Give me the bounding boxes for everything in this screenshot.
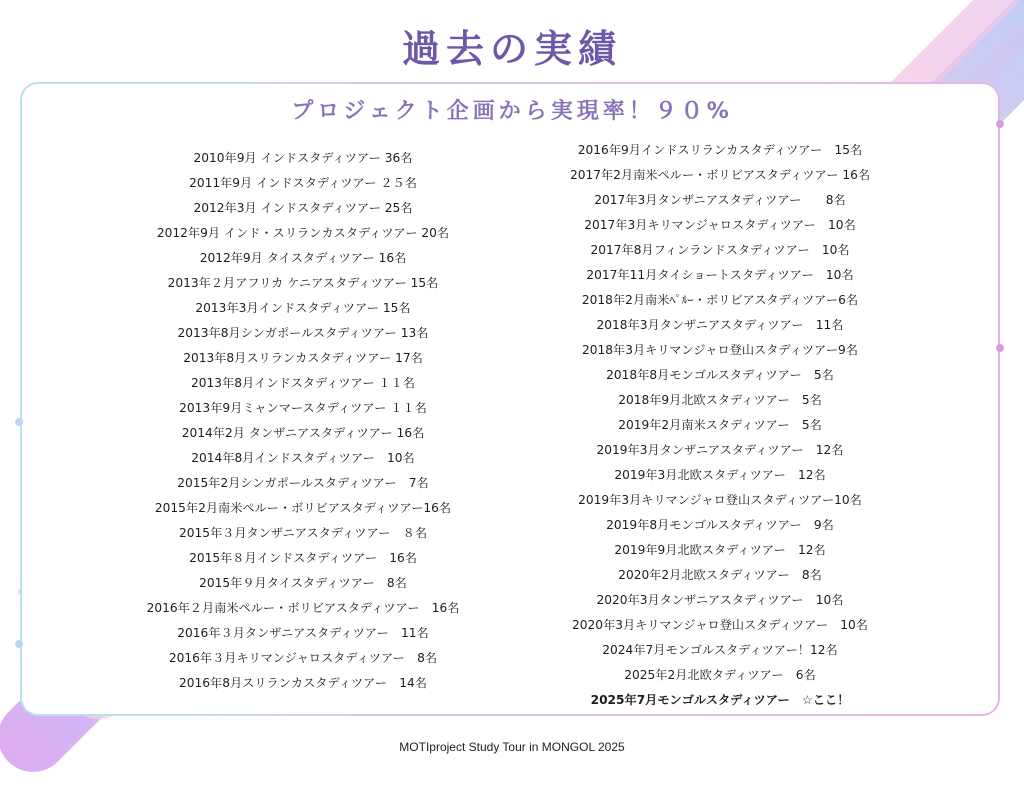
tour-list-item: 2017年11月タイショートスタディツアー 10名 [586, 268, 854, 282]
tour-list-item: 2020年3月キリマンジャロ登山スタディツアー 10名 [572, 618, 868, 632]
tour-list-item: 2018年2月南米ﾍﾟﾙｰ・ボリビアスタディツアー6名 [581, 293, 859, 307]
tour-list-item: 2018年3月キリマンジャロ登山スタディツアー9名 [582, 343, 858, 357]
footer-text: MOTIproject Study Tour in MONGOL 2025 [399, 740, 625, 754]
tour-list-item: 2019年3月タンザニアスタディツアー 12名 [596, 443, 844, 457]
tour-list-item: 2016年３月タンザニアスタディツアー 11名 [177, 626, 429, 640]
tour-list-item: 2015年2月南米ペルー・ボリビアスタディツアー16名 [154, 501, 452, 515]
tour-list-item: 2025年2月北欧タディツアー 6名 [624, 668, 816, 682]
tour-list-item: 2019年8月モンゴルスタディツアー 9名 [606, 518, 834, 532]
tour-list-item: 2020年3月タンザニアスタディツアー 10名 [596, 593, 844, 607]
tour-list-item: 2018年8月モンゴルスタディツアー 5名 [606, 368, 834, 382]
tour-list-item: 2014年2月 タンザニアスタディツアー 16名 [181, 426, 425, 440]
tour-list-item: 2015年2月シンガポールスタディツアー 7名 [177, 476, 429, 490]
tour-list-item: 2018年3月タンザニアスタディツアー 11名 [596, 318, 844, 332]
tour-list-item: 2012年9月 インド・スリランカスタディツアー 20名 [156, 226, 450, 240]
tour-list-right [520, 138, 920, 713]
tour-list-item: 2013年8月スリランカスタディツアー 17名 [183, 351, 423, 365]
tour-list-item: 2013年8月シンガポールスタディツアー 13名 [177, 326, 429, 340]
tour-list-item: 2016年8月スリランカスタディツアー 14名 [179, 676, 427, 690]
tour-list-item: 2019年3月キリマンジャロ登山スタディツアー10名 [578, 493, 862, 507]
tour-list-item: 2012年3月 インドスタディツアー 25名 [193, 201, 413, 215]
frame-dot [15, 640, 23, 648]
tour-list-item: 2019年3月北欧スタディツアー 12名 [614, 468, 826, 482]
tour-list-item: 2016年２月南米ペルー・ボリビアスタディツアー 16名 [146, 601, 460, 615]
tour-list-item: 2019年2月南米スタディツアー 5名 [618, 418, 822, 432]
tour-list-item: 2013年8月インドスタディツアー １１名 [191, 376, 415, 390]
frame-dot [996, 344, 1004, 352]
tour-list-item: 2011年9月 インドスタディツアー ２５名 [189, 176, 417, 190]
tour-list-item: 2014年8月インドスタディツアー 10名 [191, 451, 415, 465]
tour-list-item: 2019年9月北欧スタディツアー 12名 [614, 543, 826, 557]
tour-list-item: 2024年7月モンゴルスタディツアー！12名 [602, 643, 838, 657]
tour-list-item: 2017年3月キリマンジャロスタディツアー 10名 [584, 218, 856, 232]
page-subtitle: プロジェクト企画から実現率！９０% [291, 99, 733, 124]
tour-list-item: 2013年3月インドスタディツアー 15名 [195, 301, 411, 315]
frame-dot [15, 418, 23, 426]
tour-list-item: 2010年9月 インドスタディツアー 36名 [193, 151, 413, 165]
tour-list-item: 2015年３月タンザニアスタディツアー ８名 [178, 526, 428, 540]
tour-list-item: 2016年３月キリマンジャロスタディツアー 8名 [168, 651, 438, 665]
tour-list-item: 2017年3月タンザニアスタディツアー 8名 [594, 193, 846, 207]
tour-list-left [103, 146, 503, 696]
tour-list-item: 2015年８月インドスタディツアー 16名 [189, 551, 417, 565]
tour-list-item: 2020年2月北欧スタディツアー 8名 [618, 568, 822, 582]
page-title: 過去の実績 [401, 27, 622, 71]
tour-list-item: 2013年9月ミャンマースタディツアー １１名 [179, 401, 427, 415]
tour-list-item: 2017年8月フィンランドスタディツアー 10名 [590, 243, 850, 257]
tour-list-item: 2017年2月南米ペルー・ボリビアスタディツアー 16名 [569, 168, 871, 182]
tour-list-item: 2013年２月アフリカ ケニアスタディツアー 15名 [167, 276, 439, 290]
tour-list-item: 2018年9月北欧スタディツアー 5名 [618, 393, 822, 407]
tour-list-item: 2016年9月インドスリランカスタディツアー 15名 [577, 143, 863, 157]
tour-list-item: 2025年7月モンゴルスタディツアー ☆ここ！ [590, 693, 850, 707]
tour-list-item: 2012年9月 タイスタディツアー 16名 [199, 251, 407, 265]
tour-list-item: 2015年９月タイスタディツアー 8名 [199, 576, 407, 590]
